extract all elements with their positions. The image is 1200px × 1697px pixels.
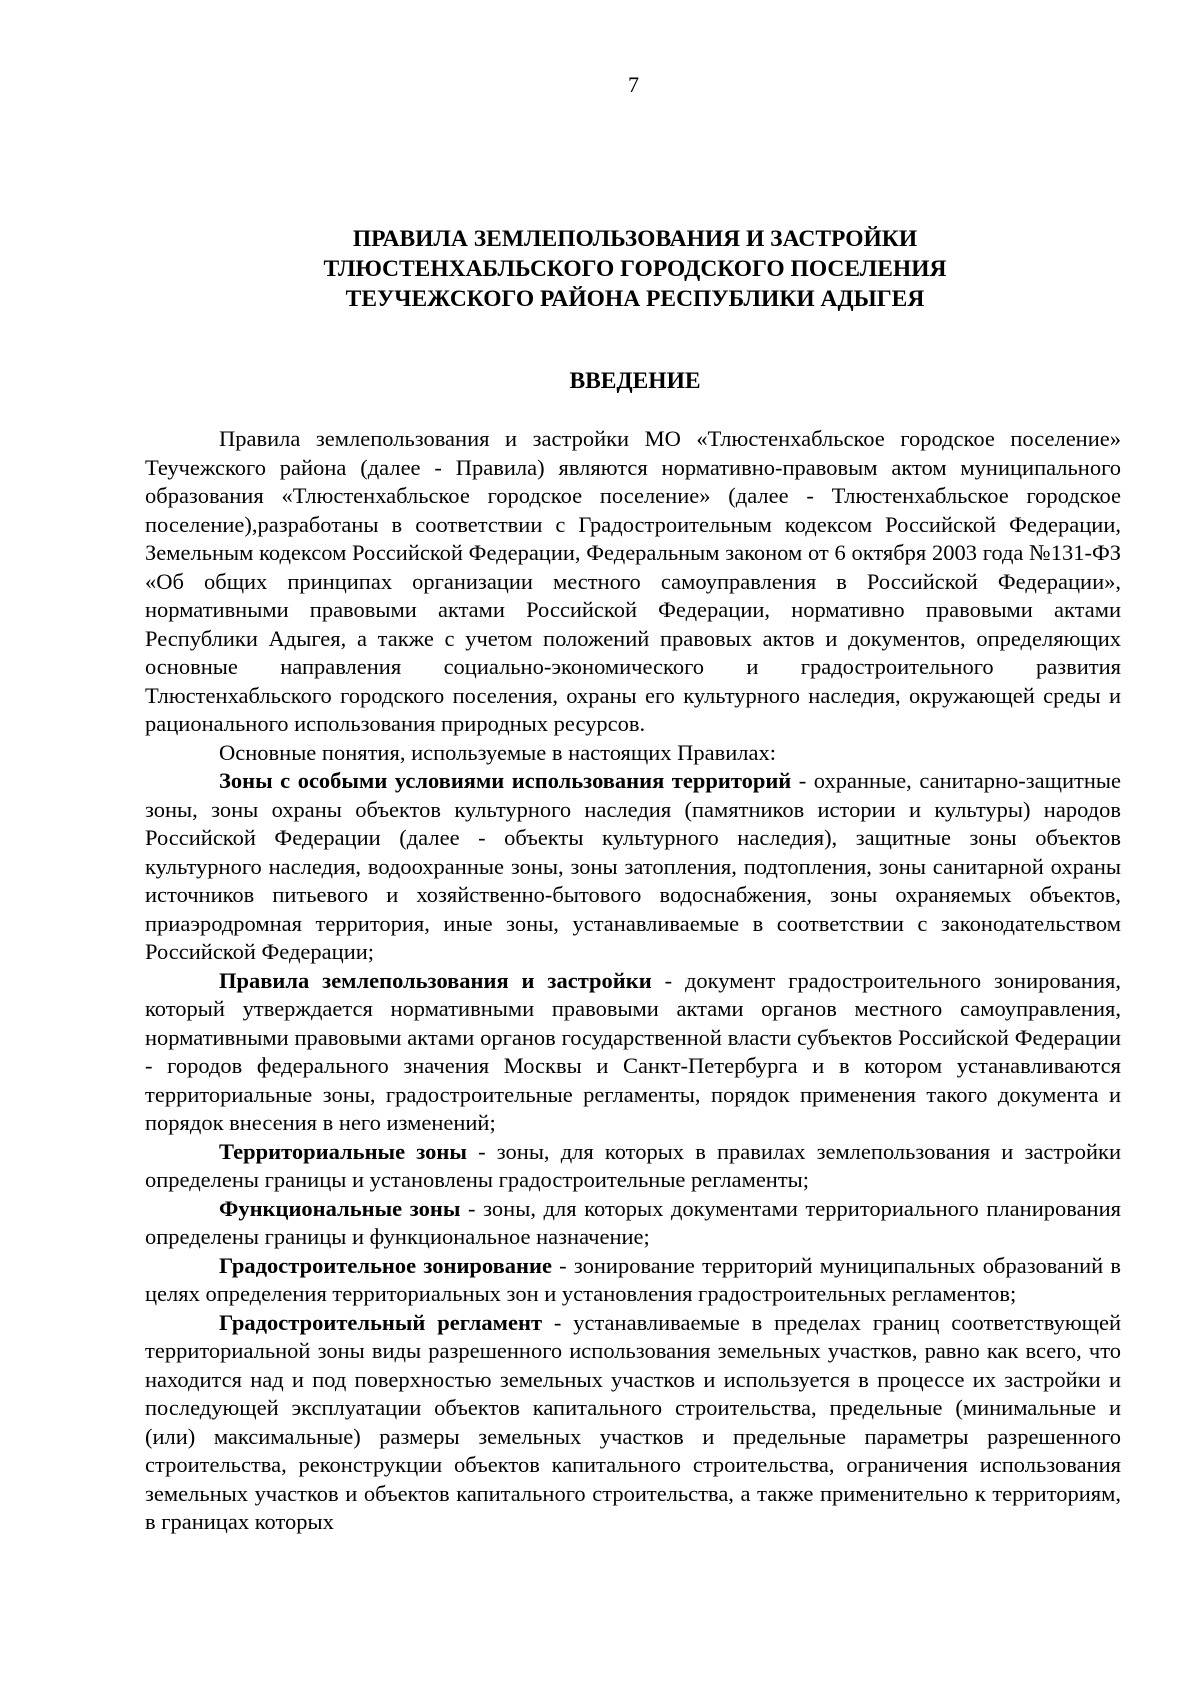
- definition-term: Зоны с особыми условиями использования территорий: [219, 768, 792, 793]
- definition-term: Территориальные зоны: [219, 1138, 467, 1164]
- section-heading: ВВЕДЕНИЕ: [569, 368, 701, 394]
- definition-paragraph: [145, 1252, 1121, 1309]
- definition-term: Градостроительный регламент: [219, 1309, 543, 1335]
- document-body: [145, 425, 1121, 1537]
- definition-text: - документ градостроительного зонирования, который утверждается нормативными правовыми актами органов местного самоуправления, нормативными правовыми актами органов государственной власти субъектов Российской Федерации - городов федерального значения Москвы и Санкт-Петербурга и в котором устанавливаются территориальные зоны, градостроительные регламенты, порядок применения такого документа и порядок внесения в него изменений;: [145, 967, 1121, 1135]
- concepts-intro-paragraph: Основные понятия, используемые в настоящих Правилах:: [219, 739, 776, 765]
- definition-paragraph: [145, 967, 1121, 1138]
- title-line: ПРАВИЛА ЗЕМЛЕПОЛЬЗОВАНИЯ И ЗАСТРОЙКИ: [352, 226, 918, 252]
- definition-term: Правила землепользования и застройки: [219, 967, 652, 993]
- title-line: ТЛЮСТЕНХАБЛЬСКОГО ГОРОДСКОГО ПОСЕЛЕНИЯ: [323, 256, 947, 282]
- page-number: 7: [628, 72, 639, 97]
- document-title: [140, 224, 1130, 314]
- intro-paragraph: Правила землепользования и застройки МО «Тлюстенхабльское городское поселение» Теучежского района (далее - Правила) являются нормативно-правовым актом муниципального образования «Тлюстенхабльское городское поселение» (далее - Тлюстенхабльское городское поселение),разработаны в соответствии с Градостроительным кодексом Российской Федерации, Земельным кодексом Российской Федерации, Федеральным законом от 6 октября 2003 года №131-ФЗ «Об общих принципах организации местного самоуправления в Российской Федерации», нормативными правовыми актами Российской Федерации, нормативно правовыми актами Республики Адыгея, а также с учетом положений правовых актов и документов, определяющих основные направления социально-экономического и градостроительного развития Тлюстенхабльского городского поселения, охраны его культурного наследия, окружающей среды и рационального использования природных ресурсов.: [145, 426, 1121, 736]
- definition-term: Функциональные зоны: [219, 1195, 461, 1221]
- definition-text: - охранные, санитарно-защитные зоны, зоны охраны объектов культурного наследия (памятников истории и культуры) народов Российской Федерации (далее - объекты культурного наследия), защитные зоны объектов культурного наследия, водоохранные зоны, зоны затопления, подтопления, зоны санитарной охраны источников питьевого и хозяйственно-бытового водоснабжения, зоны охраняемых объектов, приаэродромная территория, иные зоны, устанавливаемые в соответствии с законодательством Российской Федерации;: [145, 768, 1121, 964]
- definition-paragraph: [145, 1138, 1121, 1195]
- definition-paragraph: [145, 767, 1121, 967]
- definition-text: - зонирование территорий муниципальных образований в целях определения территориальных зон и установления градостроительных регламентов;: [145, 1252, 1122, 1306]
- definition-term: Градостроительное зонирование: [219, 1252, 552, 1278]
- title-line: ТЕУЧЕЖСКОГО РАЙОНА РЕСПУБЛИКИ АДЫГЕЯ: [345, 286, 925, 312]
- definition-paragraph: [145, 1195, 1121, 1252]
- definition-text: - зоны, для которых документами территориального планирования определены границы и функциональное назначение;: [145, 1195, 1121, 1249]
- definition-text: - устанавливаемые в пределах границ соответствующей территориальной зоны виды разрешенного использования земельных участков, равно как всего, что находится над и под поверхностью земельных участков и используется в процессе их застройки и последующей эксплуатации объектов капитального строительства, предельные (минимальные и (или) максимальные) размеры земельных участков и предельные параметры разрешенного строительства, реконструкции объектов капитального строительства, ограничения использования земельных участков и объектов капитального строительства, а также применительно к территориям, в границах которых: [145, 1309, 1121, 1534]
- definition-text: - зоны, для которых в правилах землепользования и застройки определены границы и установлены градостроительные регламенты;: [145, 1138, 1121, 1192]
- definition-paragraph: [145, 1309, 1121, 1537]
